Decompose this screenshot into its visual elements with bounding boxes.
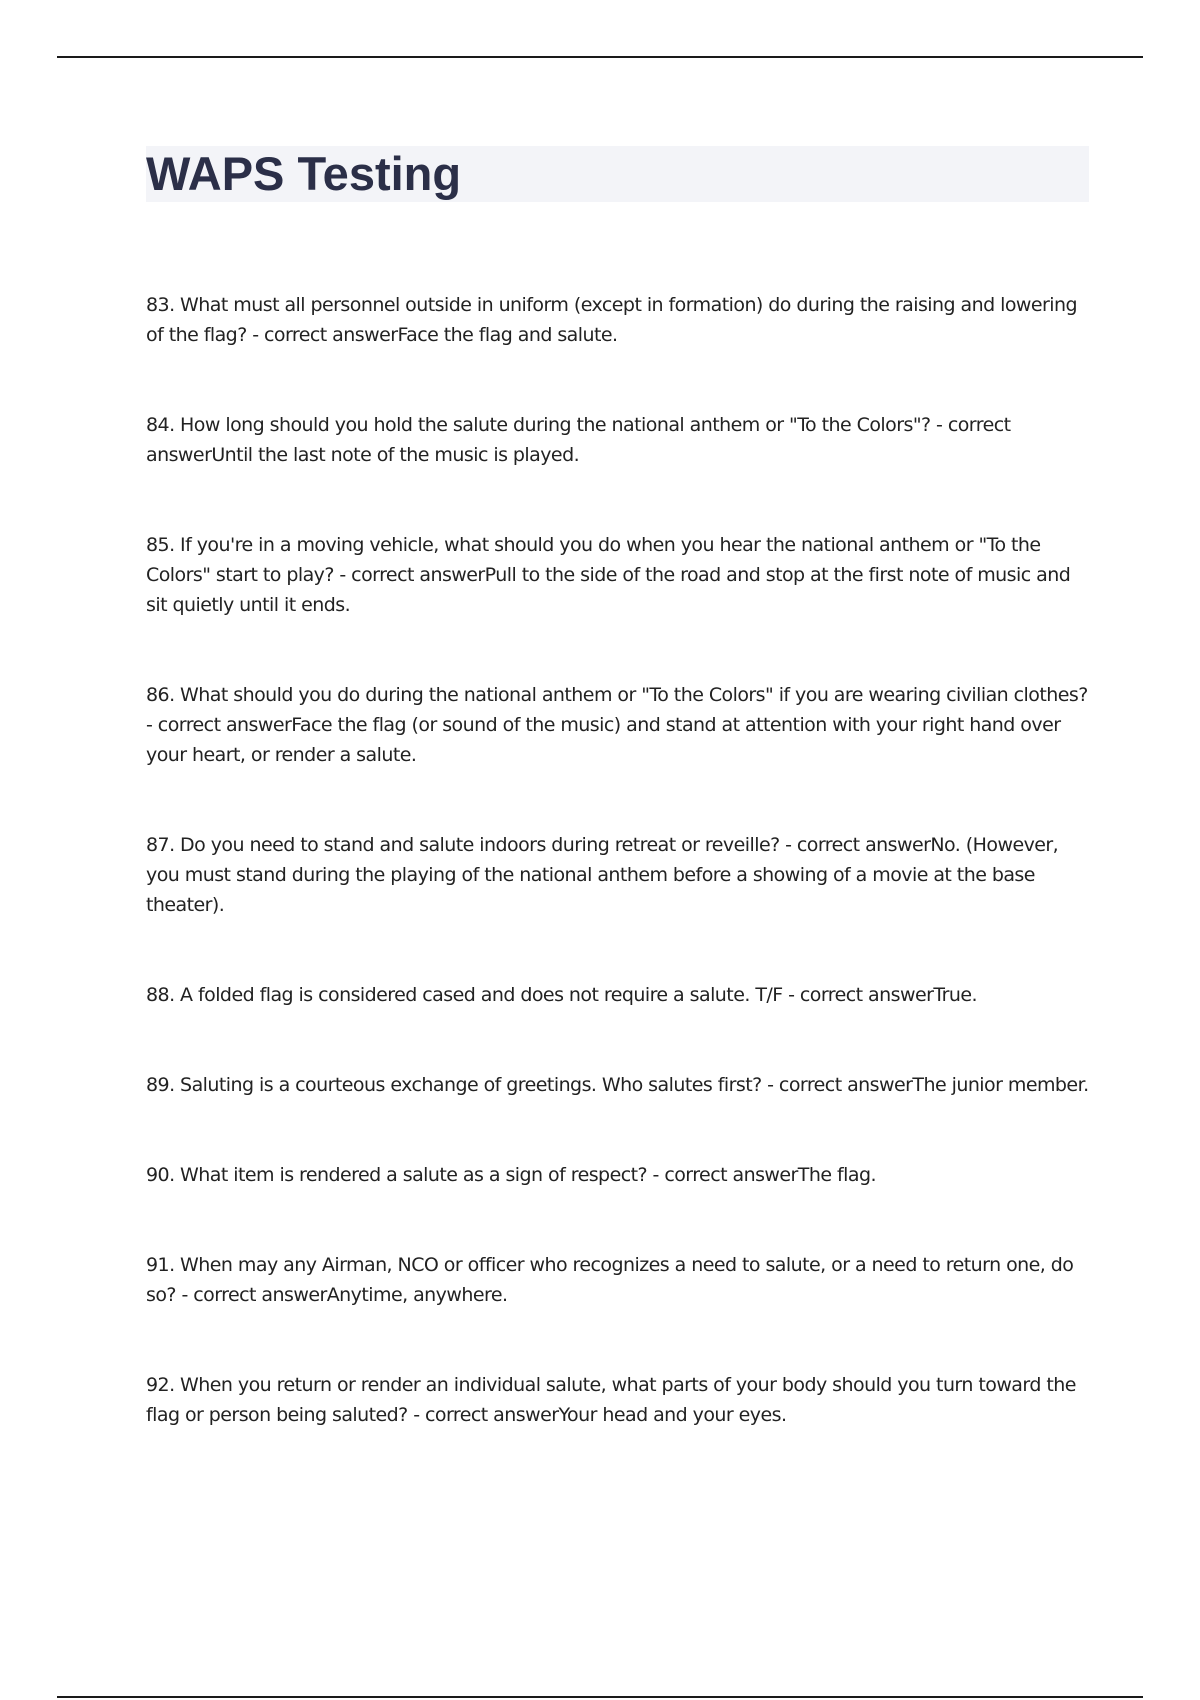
header-rule: [57, 56, 1143, 58]
qa-item: 84. How long should you hold the salute during the national anthem or "To the Colors"? - correct answerUntil the last note of the music is played.: [146, 414, 1011, 466]
qa-item: 90. What item is rendered a salute as a sign of respect? - correct answerThe flag.: [146, 1164, 876, 1186]
qa-item: 87. Do you need to stand and salute indoors during retreat or reveille? - correct answerNo. (However, you must stand during the playing of the national anthem before a showing of a movie at the base theater).: [146, 834, 1059, 916]
qa-item: 89. Saluting is a courteous exchange of greetings. Who salutes first? - correct answerThe junior member.: [146, 1074, 1089, 1096]
qa-item: 86. What should you do during the national anthem or "To the Colors" if you are wearing civilian clothes? - correct answerFace the flag (or sound of the music) and stand at attention with your right hand over your heart, or render a salute.: [146, 684, 1088, 766]
qa-item: 88. A folded flag is considered cased and does not require a salute. T/F - correct answerTrue.: [146, 984, 978, 1006]
qa-list: [146, 290, 1091, 1490]
footer-rule: [57, 1696, 1143, 1698]
qa-item: 92. When you return or render an individual salute, what parts of your body should you turn toward the flag or person being saluted? - correct answerYour head and your eyes.: [146, 1374, 1076, 1426]
qa-item: 83. What must all personnel outside in uniform (except in formation) do during the raising and lowering of the flag? - correct answerFace the flag and salute.: [146, 294, 1078, 346]
qa-item: 91. When may any Airman, NCO or officer who recognizes a need to salute, or a need to return one, do so? - correct answerAnytime, anywhere.: [146, 1254, 1074, 1306]
document-title: WAPS Testing: [146, 147, 462, 200]
qa-item: 85. If you're in a moving vehicle, what should you do when you hear the national anthem or "To the Colors" start to play? - correct answerPull to the side of the road and stop at the first note of music and sit quietly until it ends.: [146, 534, 1071, 616]
